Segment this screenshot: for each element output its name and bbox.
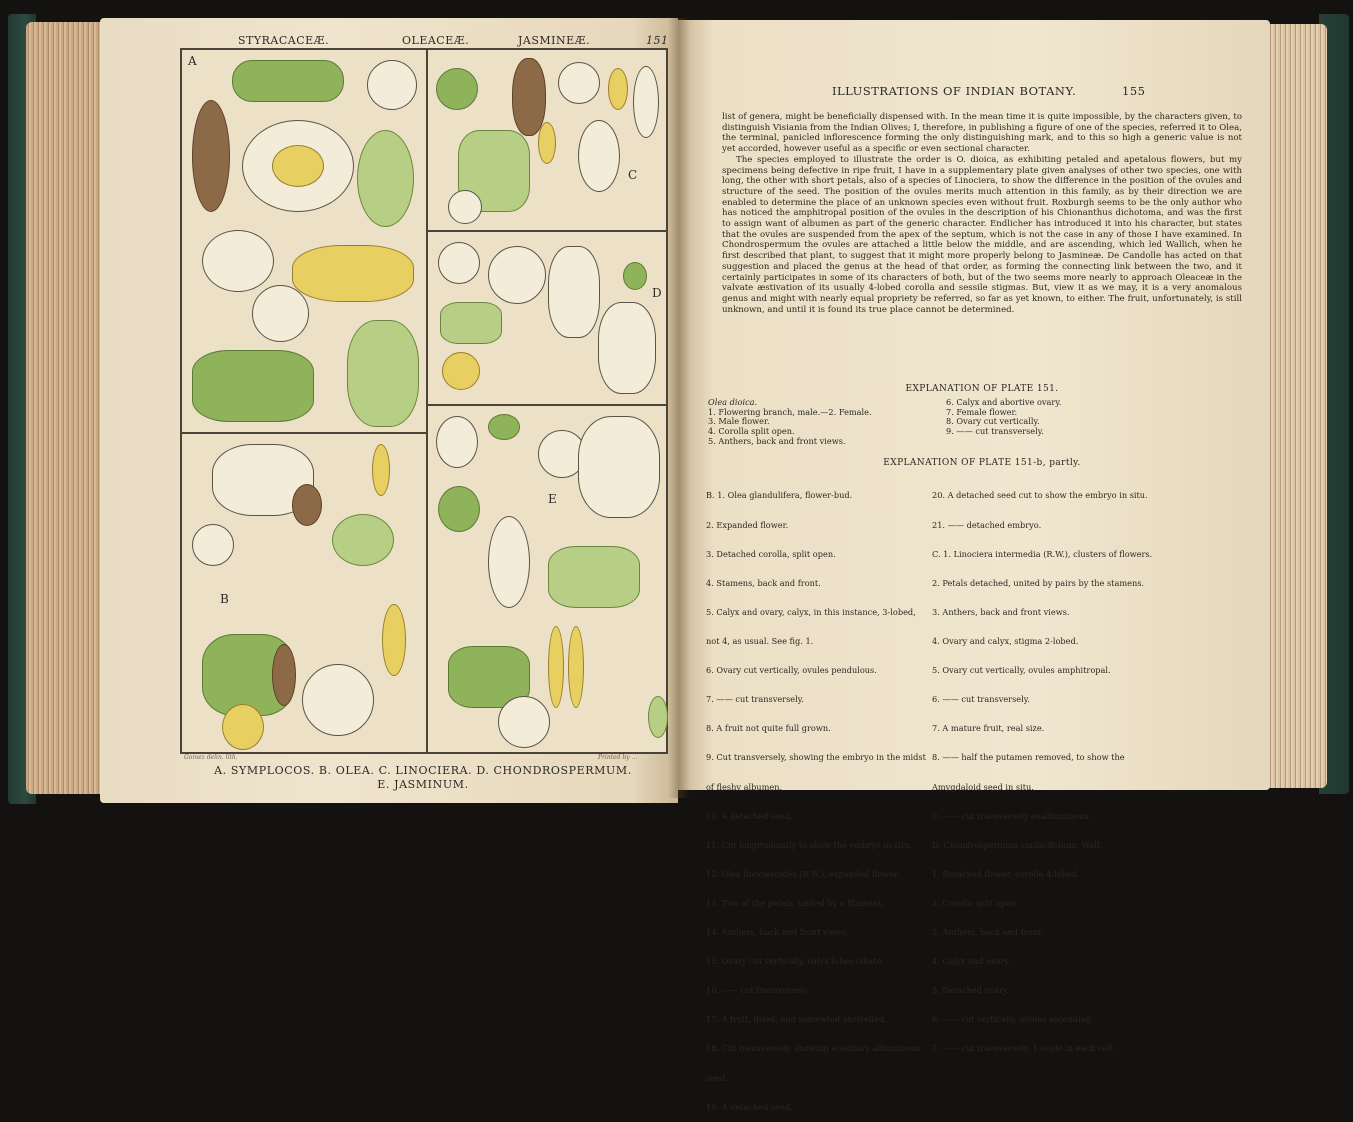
plate151b-heading: EXPLANATION OF PLATE 151-b, partly. (883, 458, 1081, 468)
plate151-list-left (708, 398, 872, 447)
list-item: 16. —— cut transversely. (706, 985, 810, 996)
panel-d (427, 231, 667, 405)
list-item: 1. Flowering branch, male.—2. Female. (708, 406, 872, 417)
list-item: 4. Ovary and calyx, stigma 2-lobed. (932, 635, 1079, 646)
list-item: 7. —— cut transversely, 1 ovule in each cell. (932, 1043, 1116, 1054)
body-paragraph: The species employed to illustrate the order is O. dioica, as exhibiting petaled and apetalous flowers, but my specimens being defective in ripe fruit, I have in a supplementary plate given analyses of other two species, one with long, the other with short petals, also of a species of Linociera, to show the difference in the position of the ovules and structure of the seed. The position of the ovules merits much attention in this family, as by their direction we are enabled to determine the place of an unknown species even without fruit. Roxburgh seems to be the only author who has noticed the amphitropal position of the ovules in the description of his Chionanthus dichotoma, and was the first to assign want of albumen as part of the generic character. Endlicher has introduced it into his character, but states that the ovules are suspended from the apex of the septum, which is not the case in any of those I have examined. In Chondrospermum the ovules are attached a little below the middle, and are ascending, which led Wallich, when he first described that plant, to suggest that it might more properly belong to Jasmineæ. De Candolle has acted on that suggestion and placed the genus at the head of that order, as forming the connecting link between the two, and it certainly participates in some of its characters of both, but of the two seems more nearly to approach Oleaceæ in the valvate æstivation of its usually 4-lobed corolla and sessile stigmas. But, view it as we may, it is a very anomalous genus and might with nearly equal propriety be referred, so far as yet known, to either. The fruit, unfortunately, is still unknown, and until it is found its true place cannot be determined. (722, 154, 1242, 315)
list-item: 9. Cut transversely, showing the embryo in the midst (706, 752, 926, 763)
list-item: 8. Ovary cut vertically. (946, 416, 1040, 427)
list-item: 9. —— cut transversely exalbuminous. (932, 810, 1092, 821)
body-paragraph: list of genera, might be beneficially dispensed with. In the mean time it is quite impossible, by the characters given, to distinguish Visiania from the Indian Olives; I, therefore, in publishing a figure of one of the species, referred it to Olea, the terminal, panicled inflorescence forming the only distinguishing mark, and to this so high a generic value is not yet accorded, however useful as a specific or even sectional character. (722, 112, 1242, 155)
list-item: 11. Cut longitudinally to show the embryo in situ. (706, 839, 913, 850)
list-item: 17. A fruit, dried, and somewhat shrivelled. (706, 1014, 887, 1025)
list-item: Amygdaloid seed in situ. (932, 781, 1034, 792)
panel-c (427, 49, 667, 231)
list-item: 4. Stamens, back and front. (706, 577, 821, 588)
list-item: 7. A mature fruit, real size. (932, 723, 1045, 734)
plate-header-oleaceae: OLEACEÆ. (402, 34, 470, 47)
plate151-heading: EXPLANATION OF PLATE 151. (905, 384, 1059, 394)
plate151b-list-left (706, 472, 926, 1122)
list-item: 5. Detached ovary. (932, 985, 1010, 996)
list-item: 7. Female flower. (946, 406, 1018, 417)
list-item: 9. —— cut transversely. (946, 426, 1044, 437)
panel-d-label: D (652, 286, 662, 300)
list-item: seed. (706, 1072, 728, 1083)
list-item: 8. A fruit not quite full grown. (706, 723, 831, 734)
list-item: 19. A detached seed. (706, 1101, 793, 1112)
panel-c-label: C (628, 168, 638, 182)
list-item: 20. A detached seed cut to show the embryo in situ. (932, 490, 1148, 501)
list-item: 6. Ovary cut vertically, ovules pendulous. (706, 665, 877, 676)
page-number: 155 (1122, 84, 1146, 98)
list-item: D. Chondrospermum smilacifolium, Wall. (932, 839, 1103, 850)
plate151b-list-right (932, 472, 1152, 1064)
panel-b-label: B (220, 592, 229, 606)
panel-b (181, 433, 427, 753)
list-item: 13. Two of the petals, united by a filament. (706, 897, 885, 908)
plate-caption-line2: E. JASMINUM. (377, 778, 469, 791)
list-item: 21. —— detached embryo. (932, 519, 1042, 530)
plate-header-jasmineae: JASMINEÆ. (518, 34, 591, 47)
list-item: 10. A detached seed. (706, 810, 793, 821)
plate-number: 151 (646, 34, 669, 47)
list-item: 5. Calyx and ovary, calyx, in this instance, 3-lobed, (706, 606, 916, 617)
panel-e-label: E (548, 492, 557, 506)
panel-a-label: A (188, 54, 197, 68)
list-item: 7. —— cut transversely. (706, 694, 804, 705)
list-item: 3. Anthers, back and front. (932, 927, 1044, 938)
list-item: 6. —— cut transversely. (932, 694, 1030, 705)
running-head: ILLUSTRATIONS OF INDIAN BOTANY. (832, 84, 1077, 98)
list-item: B. 1. Olea glandulifera, flower-bud. (706, 490, 853, 501)
list-item: 2. Expanded flower. (706, 519, 789, 530)
list-item: 6. —— cut vertically, ovules ascending. (932, 1014, 1094, 1025)
list-item: 5. Ovary cut vertically, ovules amphitropal. (932, 665, 1111, 676)
list-item: 5. Anthers, back and front views. (708, 435, 846, 446)
list-item: 15. Ovary cut vertically, calyx lobes ciliate. (706, 956, 884, 967)
printer-credit: Printed by ... (598, 754, 638, 761)
body-text (722, 112, 1242, 315)
list-item: 4. Calyx and ovary. (932, 956, 1011, 967)
list-item: 6. Calyx and abortive ovary. (946, 397, 1062, 407)
list-item: 14. Anthers, back and front views. (706, 927, 849, 938)
list-item: 3. Anthers, back and front views. (932, 606, 1070, 617)
book-gutter (668, 18, 690, 798)
list-item: Olea dioica. (708, 397, 758, 407)
panel-a (181, 49, 427, 433)
lithographer-credit: Gomez delin. lith. (184, 754, 238, 761)
list-item: C. 1. Linociera intermedia (R.W.), clusters of flowers. (932, 548, 1153, 559)
list-item: 8. —— half the putamen removed, to show the (932, 752, 1125, 763)
list-item: not 4, as usual. See fig. 1. (706, 635, 814, 646)
page-edges-right (1263, 24, 1327, 788)
list-item: 12. Olea linocieroides (R.W.), expanded flower. (706, 868, 900, 879)
plate-caption-line1: A. SYMPLOCOS. B. OLEA. C. LINOCIERA. D. CHONDROSPERMUM. (214, 764, 632, 777)
page-edges-left (26, 22, 108, 794)
list-item: of fleshy albumen. (706, 781, 783, 792)
plate151-list-right (946, 398, 1061, 437)
list-item: 3. Detached corolla, split open. (706, 548, 836, 559)
botanical-plate-illustration (180, 48, 668, 754)
list-item: 2. Petals detached, united by pairs by the stamens. (932, 577, 1145, 588)
list-item: 18. Cut transversely, showing a solitary albuminous (706, 1043, 921, 1054)
list-item: 3. Male flower. (708, 416, 770, 427)
panel-e (427, 405, 667, 753)
list-item: 1. Detached flower, corolla 4-lobed. (932, 868, 1080, 879)
plate-header-styracaceae: STYRACACEÆ. (238, 34, 330, 47)
list-item: 2. Corolla split open. (932, 897, 1019, 908)
list-item: 4. Corolla split open. (708, 426, 795, 437)
